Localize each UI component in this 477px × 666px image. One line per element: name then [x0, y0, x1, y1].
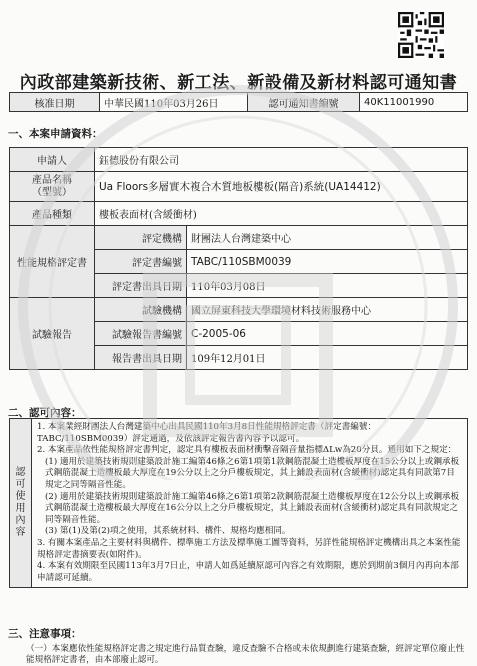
test-number-label: 試驗報告書編號 — [95, 322, 187, 346]
approval-content-body — [32, 419, 468, 588]
product-name-value: Ua Floors多層實木複合木質地板樓板(隔音)系統(UA14412) — [95, 172, 468, 202]
product-category-label: 產品種類 — [10, 202, 95, 226]
assessment-org-label: 評定機構 — [95, 226, 187, 250]
applicant-value: 鈺德股份有限公司 — [95, 148, 468, 172]
approval-content-label-text: 認可使用內容 — [15, 467, 26, 539]
test-date-label: 報告書出具日期 — [95, 346, 187, 370]
product-name-label: 產品名稱 （型號） — [10, 172, 95, 202]
approval-date-label: 核准日期 — [10, 93, 100, 112]
application-table — [9, 147, 468, 370]
section-notice-title: 三、注意事項： — [8, 628, 82, 640]
test-org-label: 試驗機構 — [95, 298, 187, 322]
header-table — [9, 92, 468, 112]
approval-content-label — [10, 419, 32, 588]
approval-item: 4. 本案有效期限至民國113年3月7日止，申請人如爲延續原認可內容之有效期限，應於到期前3個月內再向本部申請認可延續。 — [37, 561, 459, 583]
notice-item: （一）本案應依性能規格評定書之規定進行品質查驗，違反查驗不合格或未依規劃進行建築查驗，經評定單位廢止性能規格評定書者，由本部廢止認可。 — [26, 644, 465, 665]
test-number-value: C-2005-06 — [187, 322, 468, 346]
performance-assessment-label: 性能規格評定書 — [10, 226, 95, 298]
assessment-date-label: 評定書出具日期 — [95, 274, 187, 298]
approval-date-value: 中華民國110年03月26日 — [100, 93, 248, 112]
test-report-label: 試驗報告 — [10, 298, 95, 370]
approval-item: (3) 第(1)及第(2)項之使用，其系統材料、構件、規格均應相同。 — [45, 526, 291, 537]
approval-item: 3. 有關本案產品之主要材料與構件、標準施工方法及標準施工圖等資料，另詳性能規格評定機構出具之本案性能規格評定書摘要表(如附件)。 — [37, 537, 461, 560]
approval-item: (2) 適用於建築技術規則建築設計施工編第46條之6第1項第2款鋼筋混凝土造樓板厚度在12公分以上或鋼承板式鋼筋混凝土造樓板最大厚度在16公分以上之分戶樓板規定，其上鋪設表面材(含緩衝材)認定具有同款規定之同等隔音性能。 — [45, 491, 460, 525]
document-title: 內政部建築新技術、新工法、新設備及新材料認可通知書 — [19, 73, 458, 93]
section-approval-title: 二、認可內容： — [8, 407, 82, 419]
document-number-label: 認可通知書編號 — [248, 93, 360, 112]
section-application-title: 一、本案申請資料： — [8, 128, 103, 140]
approval-table — [9, 418, 468, 588]
approval-item: 1. 本案業經財團法人台灣建築中心出具民國110年3月8日性能規格評定書（評定書編號：TABC/110SBM0039）評定通過，及依該評定報告書內容予以認可。 — [37, 422, 377, 444]
qr-code-icon — [398, 12, 444, 58]
assessment-number-label: 評定書編號 — [95, 250, 187, 274]
assessment-org-value: 財團法人台灣建築中心 — [187, 226, 468, 250]
document-number-value: 40K11001990 — [360, 93, 468, 112]
approval-item: 2. 本案產品依性能規格評定書判定，認定具有樓板表面材衝擊音隔音量指標ΔLw為20分貝。通用如下之規定： — [37, 445, 457, 456]
approval-item: (1) 適用於建築技術規則建築設計施工編第46條之6第1項第1款鋼筋混凝土造樓板厚度在15公分以上或鋼承板式鋼筋混凝土造樓板最大厚度在19公分以上之分戶樓板規定，其上鋪設表面材(含緩衝材)認定具有同款第7目規定之同等隔音性能。 — [45, 456, 460, 490]
assessment-number-value: TABC/110SBM0039 — [187, 250, 468, 274]
test-org-value: 國立屏東科技大學環境材料技術服務中心 — [187, 298, 468, 322]
product-category-value: 樓板表面材(含緩衝材) — [95, 202, 468, 226]
test-date-value: 109年12月01日 — [187, 346, 468, 370]
assessment-date-value: 110年03月08日 — [187, 274, 468, 298]
applicant-label: 申請人 — [10, 148, 95, 172]
